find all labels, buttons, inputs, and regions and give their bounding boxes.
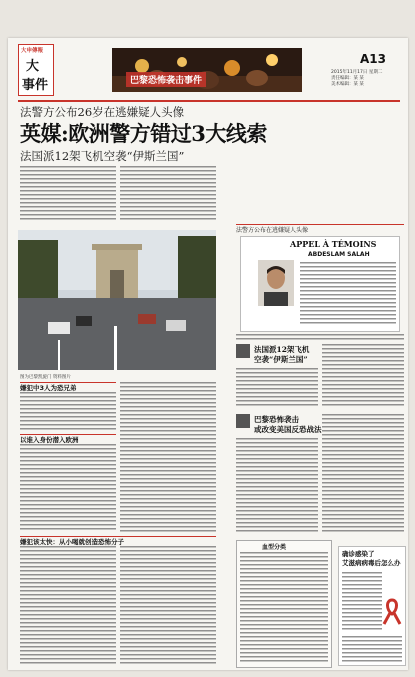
section-label-line2: 事件: [22, 78, 49, 93]
ad-title-line2: 艾滋病病毒后怎么办: [342, 559, 401, 567]
table-title: 血型分类: [262, 544, 287, 551]
section-heading-1: 嫌犯中3人为恐兄弟: [20, 382, 116, 392]
aids-ribbon-icon: [382, 598, 402, 626]
side-story-1-heading-line2: 空袭“伊斯兰国”: [254, 355, 308, 364]
right-column-title: 法警方公布在逃嫌疑人头像: [236, 224, 404, 234]
table-body: [240, 552, 328, 662]
body-text-col2b: [120, 546, 216, 666]
poster-footer-text: [236, 334, 404, 340]
date-line: 2015年11月17日 星期二: [331, 70, 383, 75]
section-heading-2: 以谁入身份潜入欧洲: [20, 434, 116, 444]
side-story-1-text-a: [236, 368, 318, 408]
lead-text-col1: [20, 166, 116, 222]
lead-text-col2: [120, 166, 216, 222]
body-text-col2: [120, 382, 216, 532]
banner-caption: 巴黎恐怖袭击事件: [126, 72, 206, 87]
poster-name: ABDESLAM SALAH: [308, 251, 370, 258]
side-story-icon-1: [236, 344, 250, 358]
designer-line: 美术编辑：某 某: [331, 82, 364, 87]
body-text-1a: [20, 392, 116, 430]
newspaper-logo: 大申傳報: [21, 48, 44, 54]
editor-line: 责任编辑：某 某: [331, 76, 364, 81]
side-story-2-text-b: [322, 414, 404, 534]
side-story-icon-2: [236, 414, 250, 428]
poster-title: APPEL À TÉMOINS: [290, 239, 377, 249]
section-heading-3: 嫌犯该太快：从小喝就创造恐怖分子: [20, 536, 216, 546]
headline-sub: 法国派12架飞机空袭“伊斯兰国”: [20, 149, 185, 163]
side-story-2-heading-line2: 或改变美国反恐战法: [254, 425, 322, 434]
headline-main: 英媒:欧洲警方错过3大线索: [20, 121, 267, 146]
arc-de-triomphe-photo: [18, 230, 216, 370]
side-story-1-heading-line1: 法国派12架飞机: [254, 345, 310, 354]
photo-caption: 图为巴黎凯旋门 资料图片: [20, 375, 71, 380]
ad-footer-text: [342, 636, 402, 662]
ad-text: [342, 572, 382, 632]
newspaper-page: [8, 38, 408, 670]
body-text-3a: [20, 546, 116, 666]
suspect-portrait: [258, 260, 294, 306]
ad-title: [342, 550, 401, 568]
red-ribbon-icon: [382, 598, 402, 630]
section-label-line1: 大: [26, 59, 40, 74]
top-rule: [18, 100, 400, 102]
body-text-2a: [20, 444, 116, 532]
side-story-1-text-b: [322, 344, 404, 408]
suspect-photo: [258, 260, 294, 306]
poster-text: [300, 262, 396, 326]
side-story-2-text-a: [236, 438, 318, 534]
side-story-2-heading-line1: 巴黎恐怖袭击: [254, 415, 299, 424]
page-date-info: [331, 70, 382, 88]
page-number: A13: [360, 52, 386, 66]
ad-title-line1: 确诊感染了: [342, 550, 375, 558]
headline-kicker: 法警方公布26岁在逃嫌疑人头像: [20, 105, 185, 119]
main-photo: [18, 230, 216, 370]
